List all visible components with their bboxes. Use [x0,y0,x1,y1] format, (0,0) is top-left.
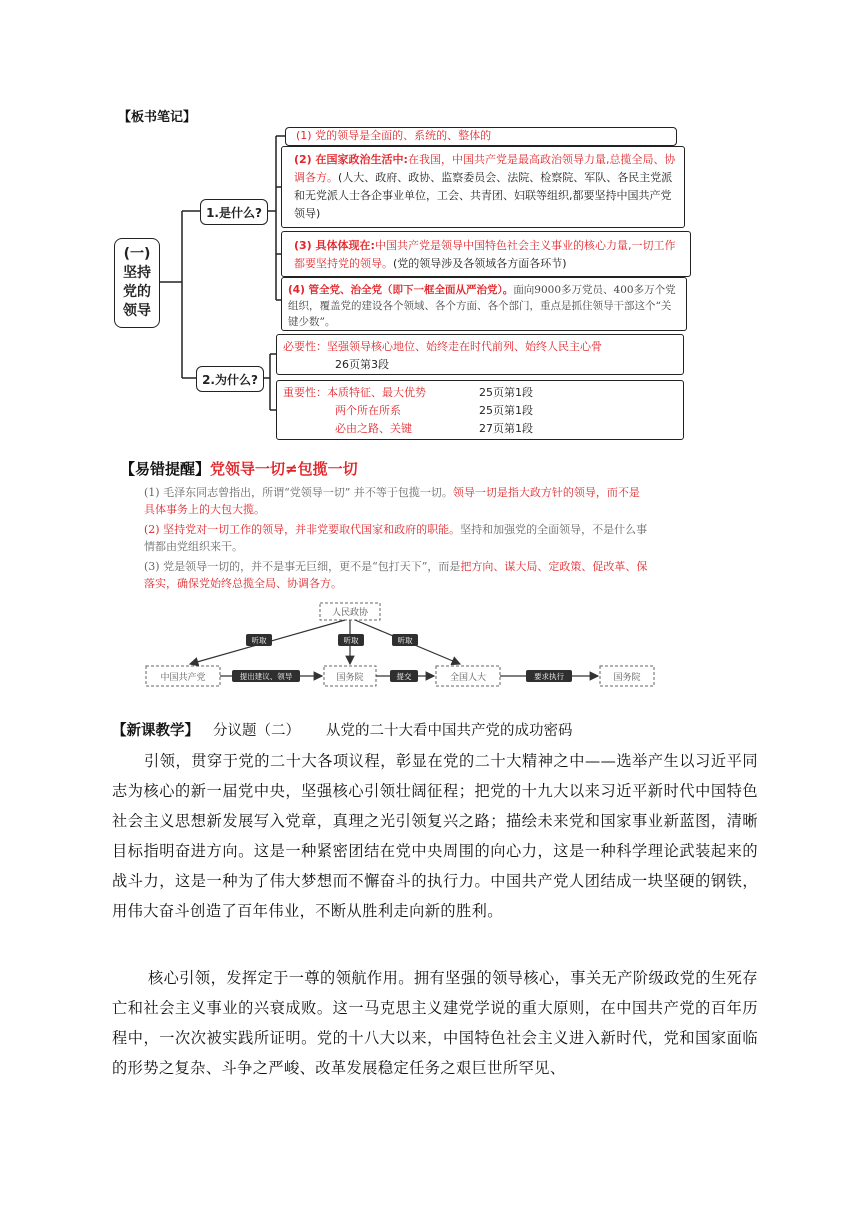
what-item-4-red: (4) 管全党、治全党（即下一框全面从严治党）。 [288,284,514,296]
importance-page-3: 27页第1段 [479,422,533,435]
what-item-3-detail: (党的领导涉及各领域各方面各环节) [393,257,567,270]
error-point-1 [144,484,648,518]
importance-page-2: 25页第1段 [479,404,533,417]
what-item-4-detail: 面向9000多万党员、400多万个党组织，覆盖党的建设各个领域、各个方面、各个部门，重点是抓住领导干部这个“关键少数”。 [288,284,676,328]
node-state-council-2: 国务院 [613,673,641,683]
what-item-3-prefix: (3) [294,239,316,252]
board-notes-heading: 【板书笔记】 [118,110,197,125]
what-item-3 [281,231,691,277]
error-point-2-a: (2) 坚持党对一切工作的领导，并非党要取代国家和政府的职能。 [144,523,461,536]
lesson-subtitle: 从党的二十大看中国共产党的成功密码 [326,723,573,739]
error-point-2-b: 坚持和加强党的全面领导，不是什么事情都由党组织来干。 [144,523,648,553]
importance-row-2 [283,402,675,420]
what-item-1-text: (1) 党的领导是全面的、系统的、整体的 [296,129,492,142]
root-line-1: (一) [123,246,151,262]
edge-require: 要求执行 [534,672,564,681]
relationship-diagram [140,600,660,692]
what-item-3-red: 中国共产党是领导中国特色社会主义事业的核心力量,一切工作都要坚持党的领导。 [294,239,676,270]
error-reminder-body [144,484,648,592]
error-point-2 [144,521,648,555]
error-point-1-b: 领导一切是指大政方针的领导，而不是具体事务上的大包大揽。 [144,486,640,516]
edge-proposal: 提出建议、领导 [239,672,293,681]
necessity-text: 必要性：坚强领导核心地位、始终走在时代前列、始终人民主心骨 [283,340,602,353]
necessity-page: 26页第3段 [335,358,389,371]
importance-text-2: 两个所在所系 [335,404,401,417]
node-cpc: 中国共产党 [160,673,206,683]
edge-listen-2: 听取 [343,636,359,645]
error-reminder-heading [120,458,358,479]
edge-submit: 提交 [396,672,412,681]
importance-row-3 [283,420,675,438]
branch-what: 1.是什么? [200,199,268,225]
what-item-2 [281,146,685,228]
what-item-3-bold: 具体体现在: [315,239,375,252]
what-item-2-prefix: (2) [294,153,316,166]
branch-why: 2.为什么? [196,366,264,392]
error-point-3-a: (3) 党是领导一切的，并不是事无巨细，更不是“包打天下”，而是 [144,560,461,573]
node-state-council-1: 国务院 [336,673,364,683]
node-npc: 全国人大 [449,673,487,683]
lesson-topic: 分议题（二） [213,723,300,739]
edge-listen-3: 听取 [397,636,413,645]
root-line-2: 坚持 [123,265,151,281]
importance-text-1: 重要性：本质特征、最大优势 [283,386,426,399]
error-point-1-a: (1) 毛泽东同志曾指出，所谓“党领导一切” 并不等于包揽一切。 [144,486,453,499]
importance-row-1 [283,384,675,402]
importance-page-1: 25页第1段 [479,386,533,399]
error-reminder-title: 党领导一切≠包揽一切 [210,460,358,478]
edge-listen-1: 听取 [251,636,267,645]
what-item-2-red: 在我国，中国共产党是最高政治领导力量,总揽全局、协调各方。 [294,153,676,184]
why-importance [276,380,684,440]
why-necessity [276,334,684,375]
node-top: 人民政协 [331,608,369,618]
error-point-3-b: 把方向、谋大局、定政策、促改革、保落实，确保党始终总揽全局、协调各方。 [144,560,648,590]
what-item-1 [285,127,677,146]
importance-text-3: 必由之路、关键 [335,422,412,435]
lesson-paragraph-1: 引领，贯穿于党的二十大各项议程，彰显在党的二十大精神之中——选举产生以习近平同志为核心的新一届党中央，坚强核心引领壮阔征程；把党的十九大以来习近平新时代中国特色社会主义思想新发展写入党章，真理之光引领复兴之路；描绘未来党和国家事业新蓝图，清晰目标指明奋进方向。这是一种紧密团结在党中央周围的向心力，这是一种科学理论武装起来的战斗力，这是一种为了伟大梦想而不懈奋斗的执行力。中国共产党人团结成一块坚硬的钢铁，用伟大奋斗创造了百年伟业，不断从胜利走向新的胜利。 [112,752,758,920]
what-item-2-detail: (人大、政府、政协、监察委员会、法院、检察院、军队、各民主党派和无党派人士各企事业单位，工会、共青团、妇联等组织,都要坚持中国共产党领导) [294,171,673,220]
lesson-label: 【新课教学】 [112,722,199,739]
what-item-2-bold: 在国家政治生活中: [315,153,408,166]
error-point-3 [144,558,648,592]
lesson-heading [112,719,573,740]
what-item-4 [281,277,687,331]
lesson-paragraph-2: 核心引领，发挥定于一尊的领航作用。拥有坚强的领导核心，事关无产阶级政党的生死存亡和社会主义事业的兴衰成败。这一马克思主义建党学说的重大原则，在中国共产党的百年历程中，一次次被实践所证明。党的十八大以来，中国特色社会主义进入新时代，党和国家面临的形势之复杂、斗争之严峻、改革发展稳定任务之艰巨世所罕见、 [112,969,758,1077]
root-line-4: 领导 [123,303,151,319]
root-topic-label [114,238,160,328]
root-line-3: 党的 [123,284,151,300]
error-reminder-label: 【易错提醒】 [120,460,211,478]
